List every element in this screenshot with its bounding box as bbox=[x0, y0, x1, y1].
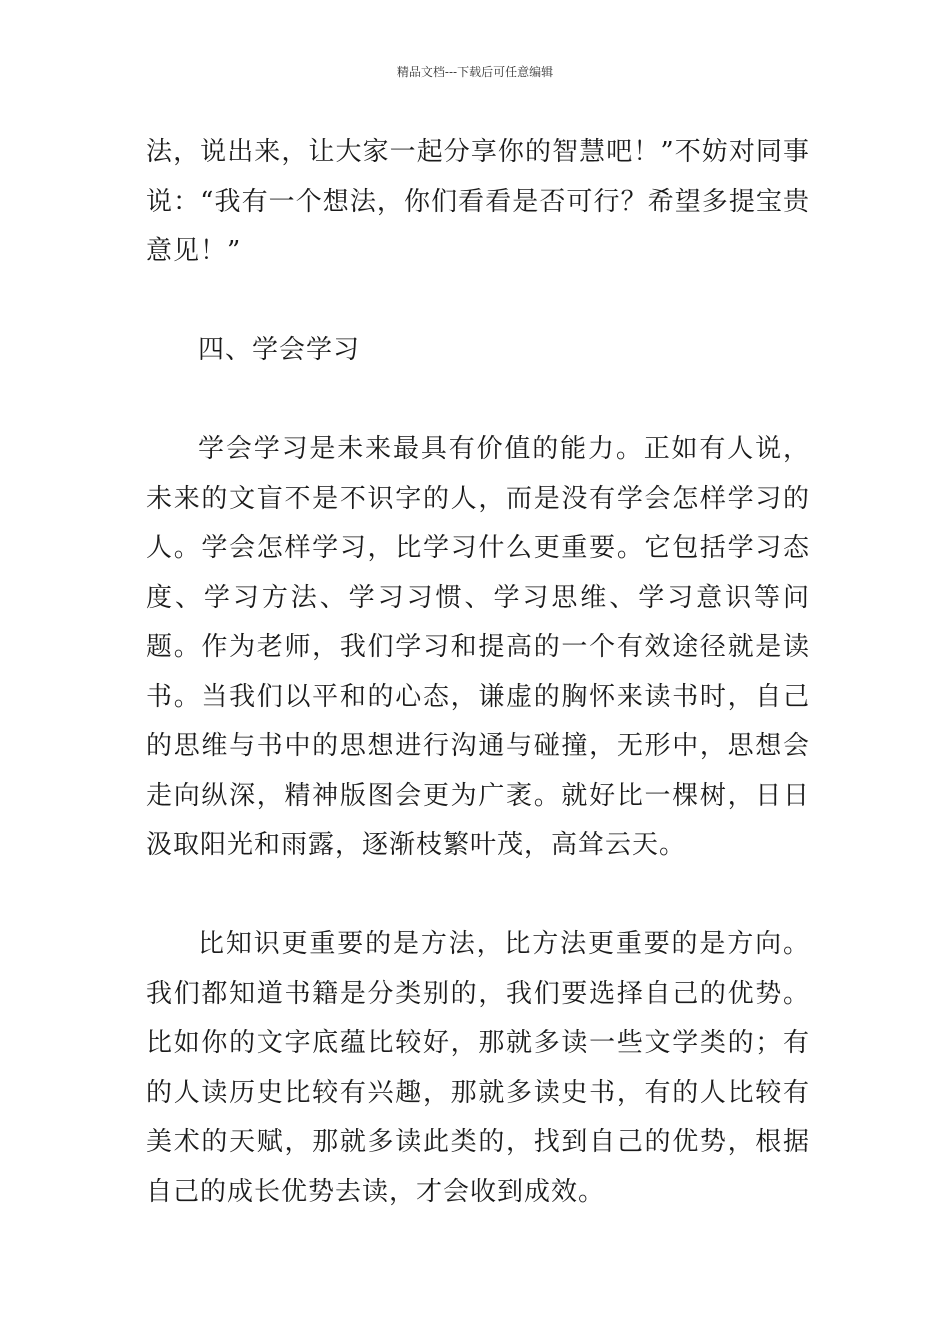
paragraph-gap bbox=[146, 376, 810, 426]
paragraph-method: 比知识更重要的是方法，比方法更重要的是方向。我们都知道书籍是分类别的，我们要选择自己的优势。比如你的文字底蕴比较好，那就多读一些文学类的；有的人读历史比较有兴趣，那就多读史书，有的人比较有美术的天赋，那就多读此类的，找到自己的优势，根据自己的成长优势去读，才会收到成效。 bbox=[146, 929, 810, 1207]
paragraph-learning: 学会学习是未来最具有价值的能力。正如有人说，未来的文盲不是不识字的人，而是没有学会怎样学习的人。学会怎样学习，比学习什么更重要。它包括学习态度、学习方法、学习习惯、学习思维、学习意识等问题。作为老师，我们学习和提高的一个有效途径就是读书。当我们以平和的心态，谦虚的胸怀来读书时，自己的思维与书中的思想进行沟通与碰撞，无形中，思想会走向纵深，精神版图会更为广袤。就好比一棵树，日日汲取阳光和雨露，逐渐枝繁叶茂，高耸云天。 bbox=[146, 434, 810, 860]
paragraph-gap bbox=[146, 871, 810, 921]
page-header: 精品文档---下载后可任意编辑 bbox=[396, 65, 554, 79]
document-body bbox=[146, 128, 810, 1217]
paragraph-gap bbox=[146, 277, 810, 327]
paragraph-continuation: 法，说出来，让大家一起分享你的智慧吧！”不妨对同事说：“我有一个想法，你们看看是否可行？希望多提宝贵意见！” bbox=[146, 137, 810, 266]
section-heading: 四、学会学习 bbox=[198, 335, 361, 365]
